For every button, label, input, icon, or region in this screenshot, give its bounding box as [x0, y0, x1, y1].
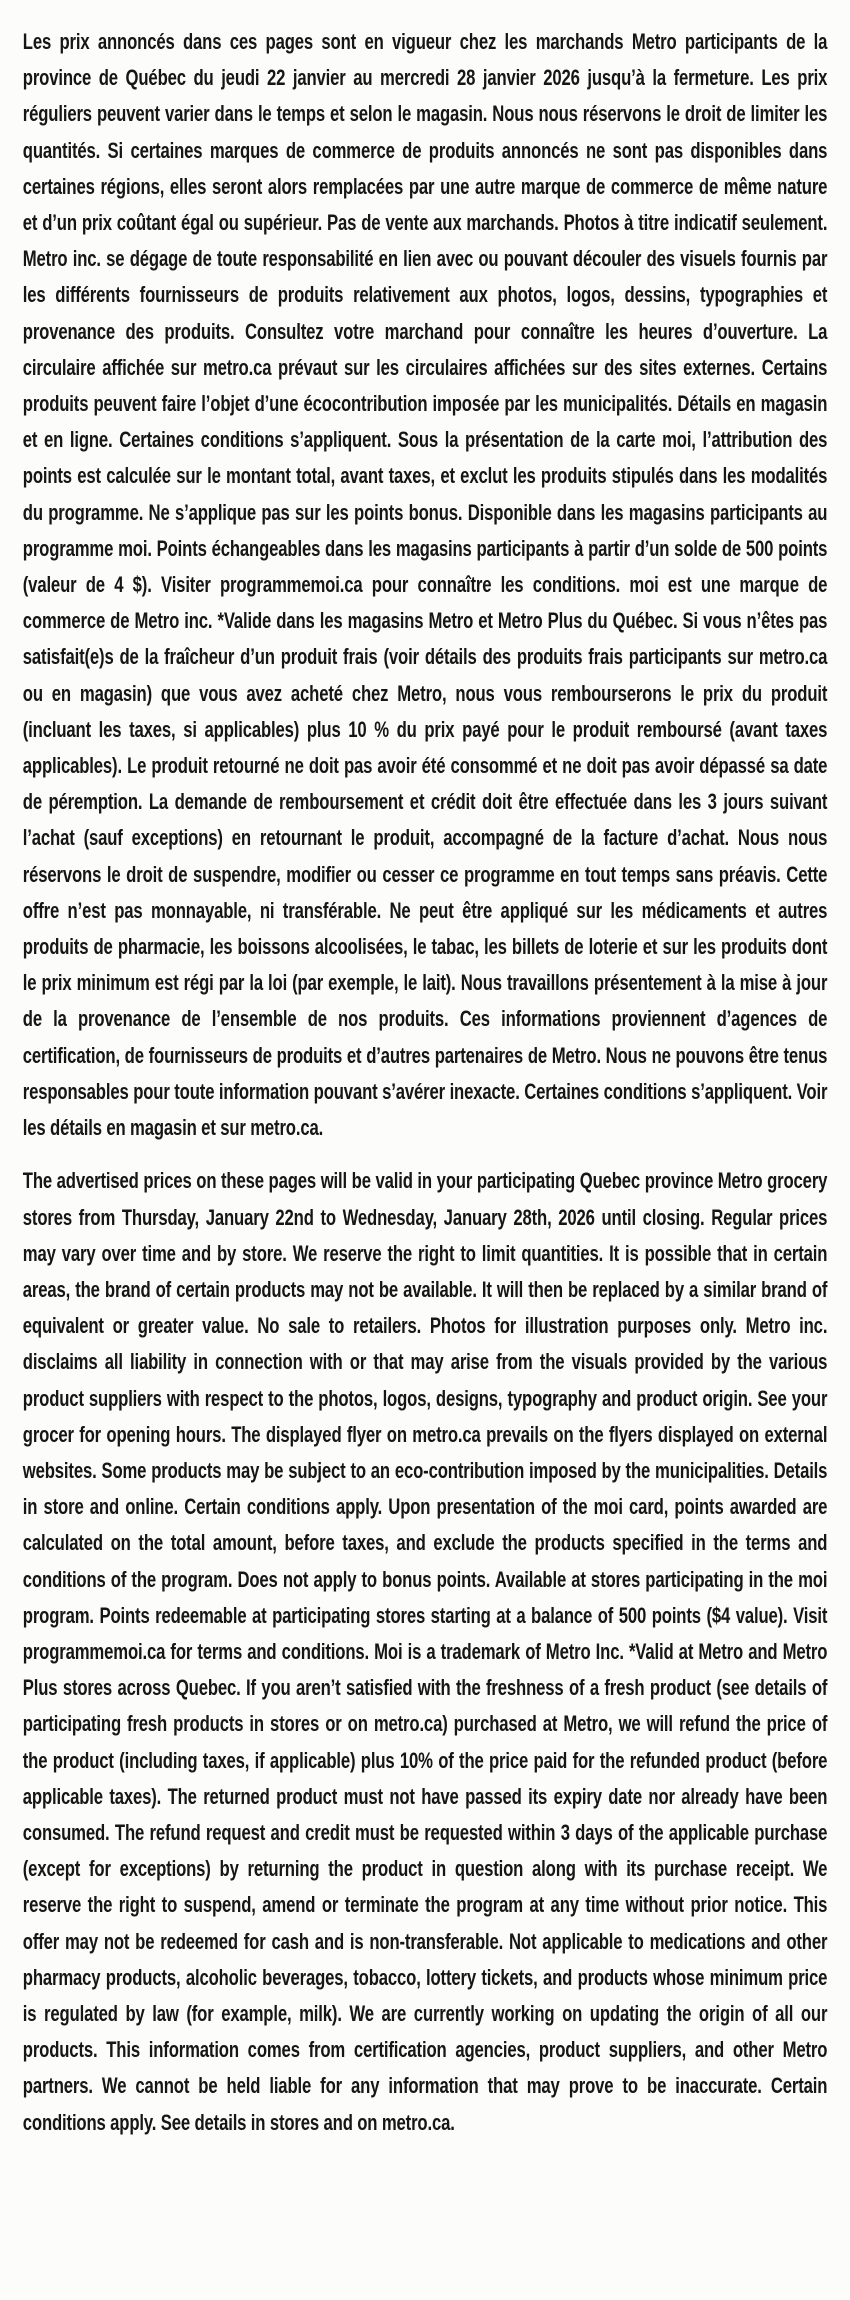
legal-text-french: Les prix annoncés dans ces pages sont en vigueur chez les marchands Metro participants de la province de Québec du jeudi 22 janvier au mercredi 28 janvier 2026 jusqu’à la fermeture. Les prix réguliers peuvent varier dans le temps et selon le magasin. Nous nous réservons le droit de limiter les quantités. Si certaines marques de commerce de produits annoncés ne sont pas disponibles dans certaines régions, elles seront alors remplacées par une autre marque de commerce de même nature et d’un prix coûtant égal ou supérieur. Pas de vente aux marchands. Photos à titre indicatif seulement. Metro inc. se dégage de toute responsabilité en lien avec ou pouvant découler des visuels fournis par les différents fournisseurs de produits relativement aux photos, logos, dessins, typographies et provenance des produits. Consultez votre marchand pour connaître les heures d’ouverture. La circulaire affichée sur metro.ca prévaut sur les circulaires affichées sur des sites externes. Certains produits peuvent faire l’objet d’une écocontribution imposée par les municipalités. Détails en magasin et en ligne. Certaines conditions s’appliquent. Sous la présentation de la carte moi, l’attribution des points est calculée sur le montant total, avant taxes, et exclut les produits stipulés dans les modalités du programme. Ne s’applique pas sur les points bonus. Disponible dans les magasins participants au programme moi. Points échangeables dans les magasins participants à partir d’un solde de 500 points (valeur de 4 $). Visiter programmemoi.ca pour connaître les conditions. moi est une marque de commerce de Metro inc. *Valide dans les magasins Metro et Metro Plus du Québec. Si vous n’êtes pas satisfait(e)s de la fraîcheur d’un produit frais (voir détails des produits frais participants sur metro.ca ou en magasin) que vous avez acheté chez Metro, nous vous rembourserons le prix du produit (incluant les taxes, si applicables) plus 10 % du prix payé pour le produit remboursé (avant taxes applicables). Le produit retourné ne doit pas avoir été consommé et ne doit pas avoir dépassé sa date de péremption. La demande de remboursement et crédit doit être effectuée dans les 3 jours suivant l’achat (sauf exceptions) en retournant le produit, accompagné de la facture d’achat. Nous nous réservons le droit de suspendre, modifier ou cesser ce programme en tout temps sans préavis. Cette offre n’est pas monnayable, ni transférable. Ne peut être appliqué sur les médicaments et autres produits de pharmacie, les boissons alcoolisées, le tabac, les billets de loterie et sur les produits dont le prix minimum est régi par la loi (par exemple, le lait). Nous travaillons présentement à la mise à jour de la provenance de l’ensemble de nos produits. Ces informations proviennent d’agences de certification, de fournisseurs de produits et d’autres partenaires de Metro. Nous ne pouvons être tenus responsables pour toute information pouvant s’avérer inexacte. Certaines conditions s’appliquent. Voir les détails en magasin et sur metro.ca.	[22, 29, 828, 1141]
legal-text-english: The advertised prices on these pages will be valid in your participating Quebec province Metro grocery stores from Thursday, January 22nd to Wednesday, January 28th, 2026 until closing. Regular prices may vary over time and by store. We reserve the right to limit quantities. It is possible that in certain areas, the brand of certain products may not be available. It will then be replaced by a similar brand of equivalent or greater value. No sale to retailers. Photos for illustration purposes only. Metro inc. disclaims all liability in connection with or that may arise from the visuals provided by the various product suppliers with respect to the photos, logos, designs, typography and product origin. See your grocer for opening hours. The displayed flyer on metro.ca prevails on the flyers displayed on external websites. Some products may be subject to an eco-contribution imposed by the municipalities. Details in store and online. Certain conditions apply. Upon presentation of the moi card, points awarded are calculated on the total amount, before taxes, and exclude the products specified in the terms and conditions of the program. Does not apply to bonus points. Available at stores participating in the moi program. Points redeemable at participating stores starting at a balance of 500 points ($4 value). Visit programmemoi.ca for terms and conditions. Moi is a trademark of Metro Inc. *Valid at Metro and Metro Plus stores across Quebec. If you aren’t satisfied with the freshness of a fresh product (see details of participating fresh products in stores or on metro.ca) purchased at Metro, we will refund the price of the product (including taxes, if applicable) plus 10% of the price paid for the refunded product (before applicable taxes). The returned product must not have passed its expiry date nor already have been consumed. The refund request and credit must be requested within 3 days of the applicable purchase (except for exceptions) by returning the product in question along with its purchase receipt. We reserve the right to suspend, amend or terminate the program at any time without prior notice. This offer may not be redeemed for cash and is non-transferable. Not applicable to medications and other pharmacy products, alcoholic beverages, tobacco, lottery tickets, and products whose minimum price is regulated by law (for example, milk). We are currently working on updating the origin of all our products. This information comes from certification agencies, product suppliers, and other Metro partners. We cannot be held liable for any information that may prove to be inaccurate. Certain conditions apply. See details in stores and on metro.ca.	[22, 1168, 828, 2135]
